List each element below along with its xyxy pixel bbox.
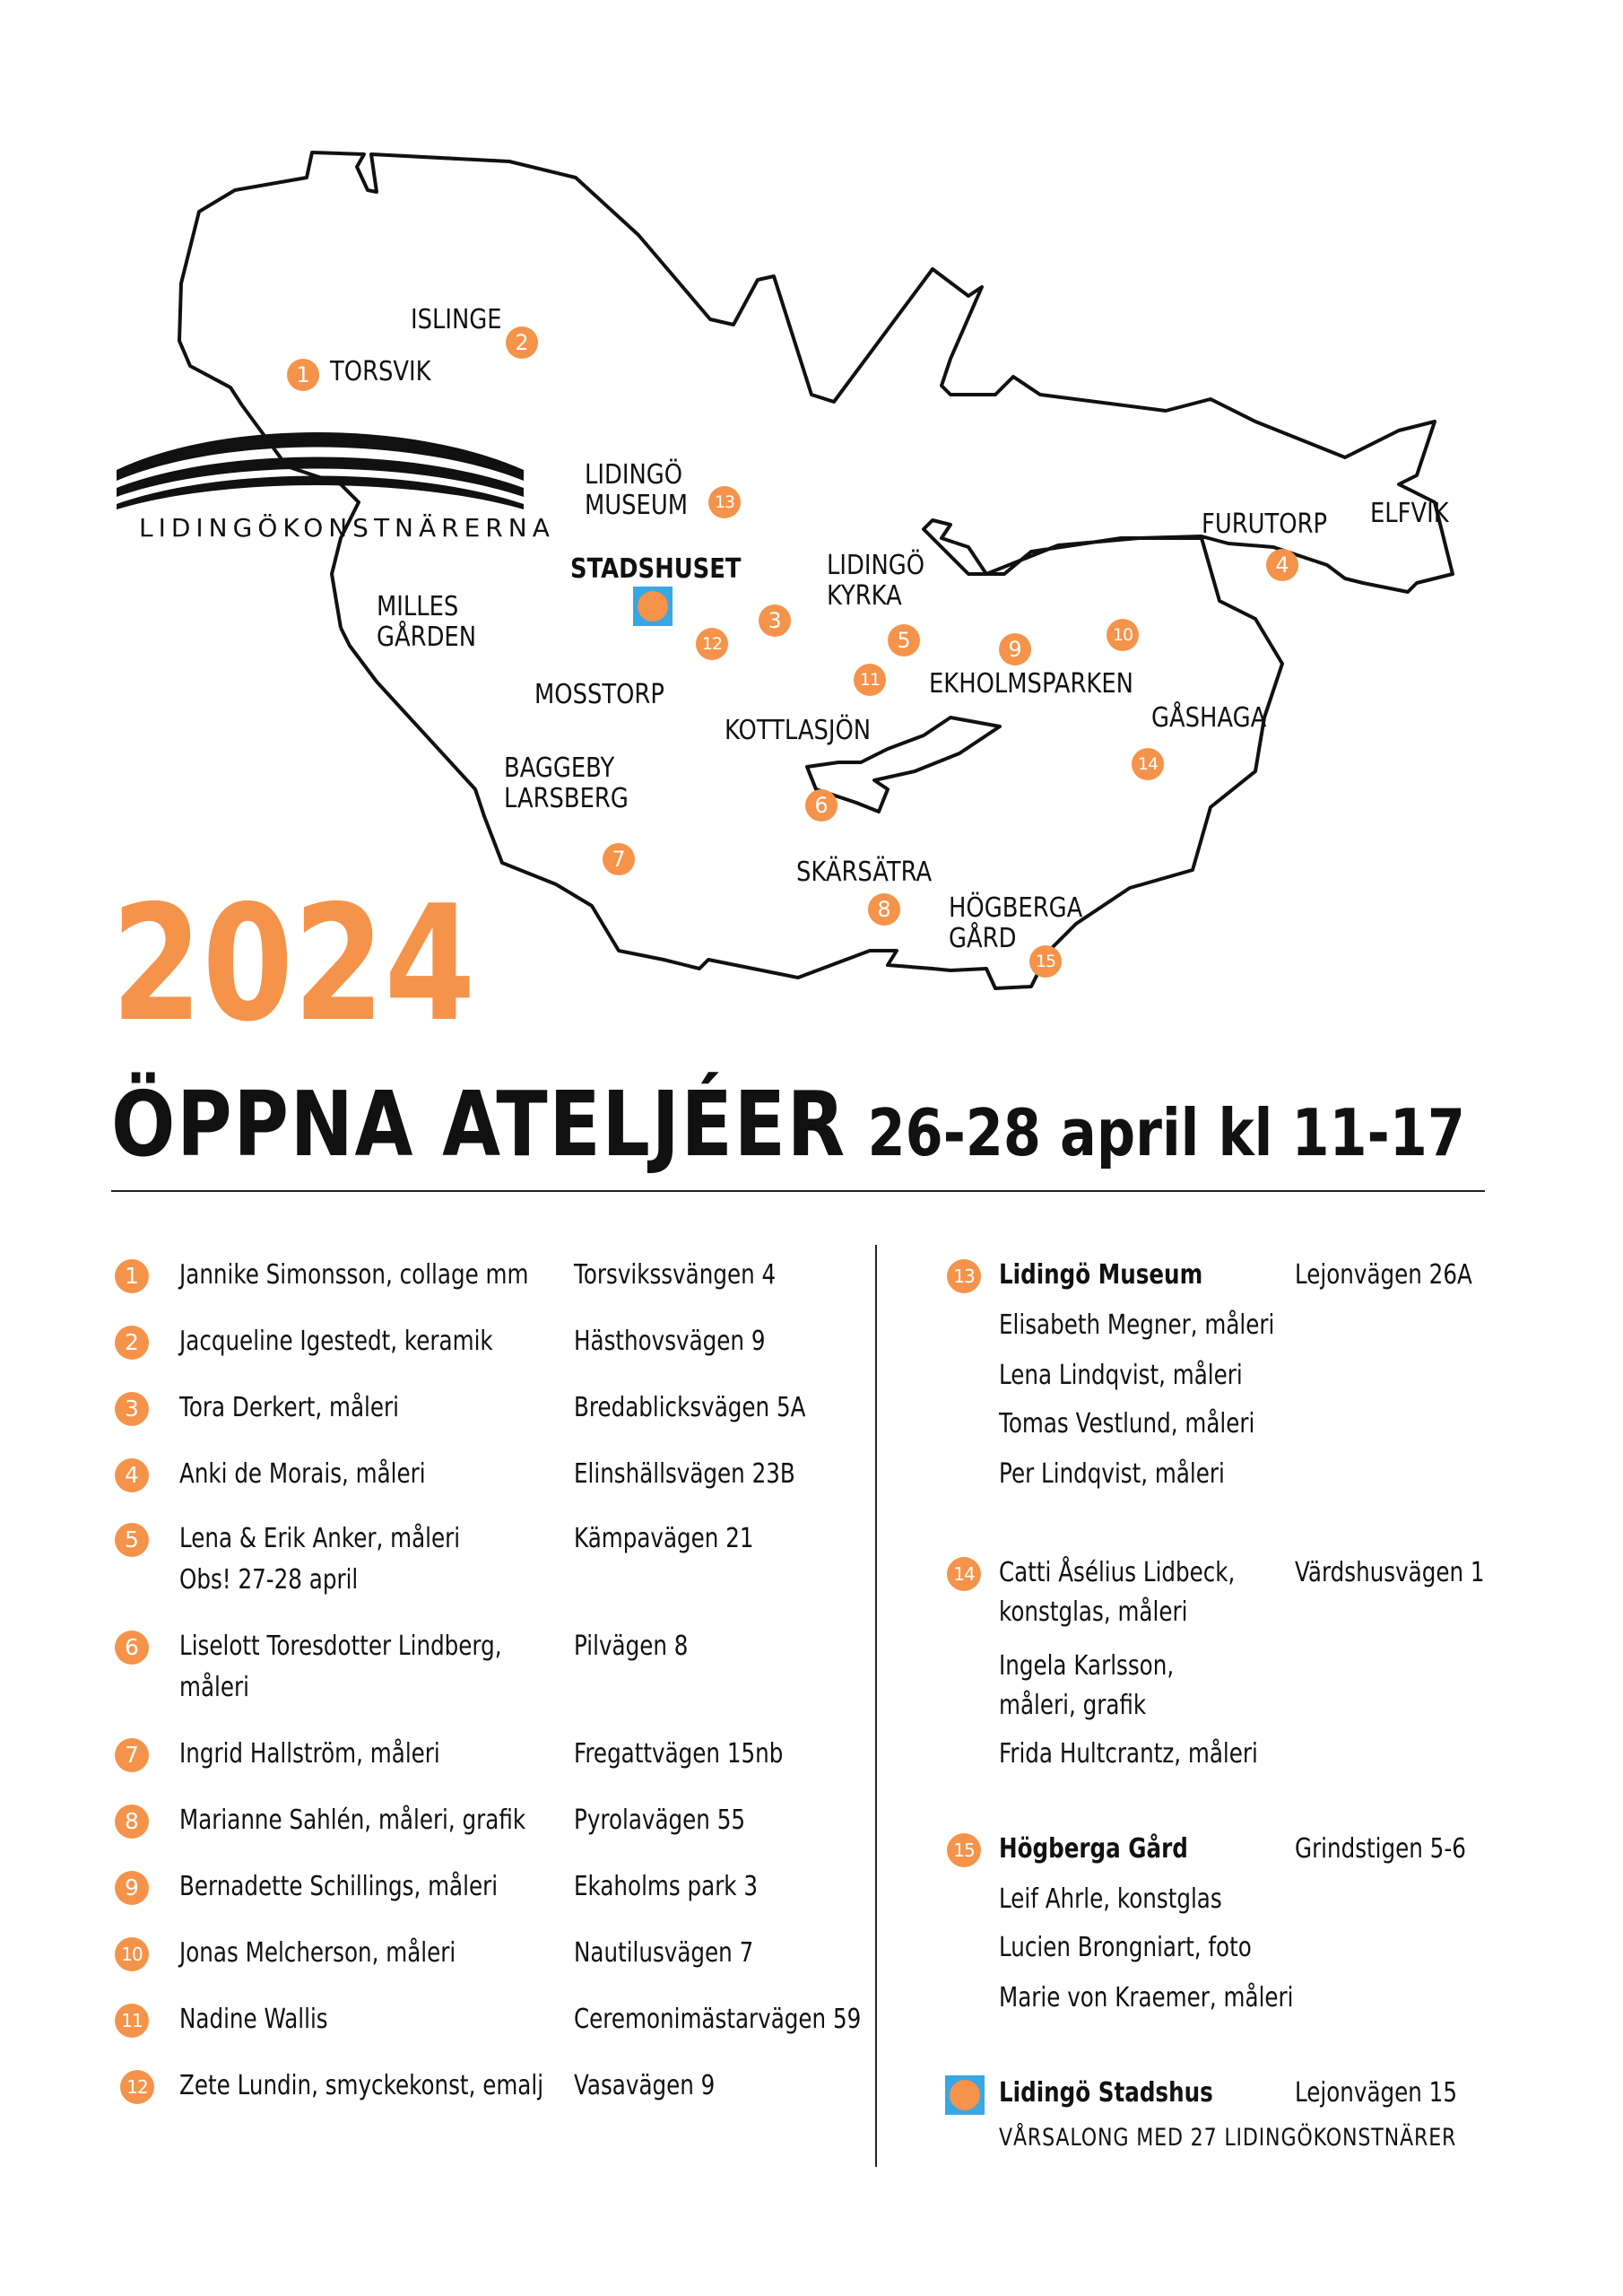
- map-marker-10[interactable]: 10: [1107, 619, 1139, 651]
- artist-address: Vasavägen 9: [574, 2070, 716, 2101]
- place-torsvik: TORSVIK: [330, 356, 431, 387]
- venue-address: Grindstigen 5-6: [1295, 1833, 1466, 1865]
- year: 2024: [111, 871, 476, 1057]
- place-baggeby-larsberg: BAGGEBY LARSBERG: [504, 752, 629, 814]
- artist-address: Elinshällsvägen 23B: [574, 1458, 795, 1490]
- place-islinge: ISLINGE: [411, 304, 502, 335]
- map-marker-2[interactable]: 2: [506, 326, 538, 359]
- place-skarsatra: SKÄRSÄTRA: [796, 857, 933, 888]
- place-kottlasjon: KOTTLASJÖN: [725, 715, 872, 746]
- list-marker-11: 11: [115, 2004, 149, 2038]
- map-marker-9[interactable]: 9: [999, 633, 1031, 665]
- artist-address: Torsvikssvängen 4: [574, 1259, 777, 1291]
- artist-name: Lucien Brongniart, foto: [999, 1932, 1252, 1963]
- stadshus-legend-marker: [945, 2075, 985, 2115]
- list-marker-4: 4: [115, 1458, 149, 1492]
- artist-name: Lena Lindqvist, måleri: [999, 1360, 1243, 1391]
- list-marker-1: 1: [115, 1259, 149, 1293]
- venue-address: Lejonvägen 15: [1295, 2077, 1457, 2109]
- artist-name: Liselott Toresdotter Lindberg,: [179, 1631, 502, 1662]
- list-marker-2: 2: [115, 1326, 149, 1360]
- artist-name: Leif Ahrle, konstglas: [999, 1883, 1222, 1915]
- venue-address: Lejonvägen 26A: [1295, 1259, 1472, 1291]
- artist-name: Jacqueline Igestedt, keramik: [179, 1326, 493, 1357]
- place-milles-garden: MILLES GÅRDEN: [377, 591, 477, 653]
- map-marker-15[interactable]: 15: [1029, 945, 1062, 978]
- artist-name: Ingrid Hallström, måleri: [179, 1738, 440, 1770]
- artist-address: Hästhovsvägen 9: [574, 1326, 766, 1357]
- place-hogberga-gard: HÖGBERGA GÅRD: [949, 892, 1083, 954]
- list-marker-7: 7: [115, 1738, 149, 1772]
- place-elfvik: ELFVIK: [1370, 498, 1449, 529]
- venue-title: Lidingö Stadshus: [999, 2077, 1213, 2109]
- list-marker-12: 12: [120, 2070, 154, 2104]
- artist-note: måleri, grafik: [999, 1690, 1147, 1721]
- artist-name: Zete Lundin, smyckekonst, emalj: [179, 2070, 544, 2101]
- headline-title: ÖPPNA ATELJÉER: [111, 1072, 847, 1177]
- artist-name: Elisabeth Megner, måleri: [999, 1309, 1275, 1341]
- place-gashaga: GÅSHAGA: [1151, 702, 1267, 734]
- list-marker-6: 6: [115, 1631, 149, 1665]
- artist-address: Ekaholms park 3: [574, 1871, 759, 1902]
- place-lidingo-museum: LIDINGÖ MUSEUM: [585, 459, 688, 521]
- venue-address: Värdshusvägen 1: [1295, 1557, 1485, 1588]
- venue-note: VÅRSALONG MED 27 LIDINGÖKONSTNÄRER: [999, 2124, 1457, 2152]
- artist-address: Ceremonimästarvägen 59: [574, 2004, 862, 2035]
- place-stadshuset: STADSHUSET: [570, 553, 742, 585]
- list-marker-15: 15: [947, 1833, 981, 1867]
- artist-address: Pilvägen 8: [574, 1631, 689, 1662]
- map-marker-1[interactable]: 1: [287, 359, 319, 391]
- map-marker-14[interactable]: 14: [1132, 748, 1164, 780]
- list-marker-9: 9: [115, 1871, 149, 1905]
- artist-name: Marie von Kraemer, måleri: [999, 1982, 1294, 2013]
- venue-title: Högberga Gård: [999, 1833, 1188, 1865]
- artist-address: Kämpavägen 21: [574, 1523, 754, 1554]
- map-marker-13[interactable]: 13: [708, 486, 741, 518]
- artist-name: Marianne Sahlén, måleri, grafik: [179, 1805, 526, 1836]
- artist-name: Jonas Melcherson, måleri: [179, 1937, 456, 1969]
- list-marker-10: 10: [115, 1937, 149, 1971]
- map-marker-6[interactable]: 6: [805, 789, 838, 822]
- map-marker-12[interactable]: 12: [696, 628, 728, 660]
- place-furutorp: FURUTORP: [1202, 509, 1328, 540]
- artist-name: Nadine Wallis: [179, 2004, 328, 2035]
- map-marker-11[interactable]: 11: [854, 664, 886, 696]
- headline: [111, 1072, 1465, 1177]
- artist-name: Per Lindqvist, måleri: [999, 1458, 1225, 1490]
- map-marker-7[interactable]: 7: [603, 843, 635, 875]
- list-marker-14: 14: [947, 1557, 981, 1591]
- artist-name: Tomas Vestlund, måleri: [999, 1408, 1255, 1439]
- artist-address: Fregattvägen 15nb: [574, 1738, 784, 1770]
- place-lidingo-kyrka: LIDINGÖ KYRKA: [827, 550, 925, 612]
- artist-name: Tora Derkert, måleri: [179, 1392, 399, 1423]
- list-marker-5: 5: [115, 1523, 149, 1557]
- artist-address: Pyrolavägen 55: [574, 1805, 746, 1836]
- artist-name: Frida Hultcrantz, måleri: [999, 1738, 1258, 1770]
- artist-note: Obs! 27-28 april: [179, 1564, 359, 1596]
- stadshuset-marker[interactable]: [633, 587, 673, 626]
- list-marker-3: 3: [115, 1392, 149, 1426]
- venue-title: Lidingö Museum: [999, 1259, 1203, 1291]
- list-marker-13: 13: [947, 1259, 981, 1293]
- list-marker-8: 8: [115, 1805, 149, 1839]
- artist-name: Bernadette Schillings, måleri: [179, 1871, 499, 1902]
- artist-name: Jannike Simonsson, collage mm: [179, 1259, 529, 1291]
- logo-arch: [115, 429, 527, 509]
- place-ekholmsparken: EKHOLMSPARKEN: [929, 668, 1133, 700]
- artist-note: konstglas, måleri: [999, 1596, 1188, 1628]
- artist-name: Catti Åsélius Lidbeck,: [999, 1557, 1236, 1588]
- headline-dates: 26-28 april kl 11-17: [867, 1095, 1465, 1170]
- map-marker-3[interactable]: 3: [759, 604, 791, 637]
- logo-text: LIDINGÖKONSTNÄRERNA: [139, 513, 555, 543]
- map-marker-8[interactable]: 8: [868, 893, 900, 926]
- artist-name: Ingela Karlsson,: [999, 1650, 1175, 1682]
- artist-note: måleri: [179, 1672, 249, 1703]
- artist-name: Lena & Erik Anker, måleri: [179, 1523, 461, 1554]
- column-divider: [875, 1245, 877, 2167]
- artist-address: Bredablicksvägen 5A: [574, 1392, 806, 1423]
- artist-name: Anki de Morais, måleri: [179, 1458, 426, 1490]
- map-marker-4[interactable]: 4: [1266, 549, 1298, 581]
- map-marker-5[interactable]: 5: [888, 624, 920, 657]
- divider: [111, 1190, 1485, 1192]
- place-mosstorp: MOSSTORP: [534, 679, 664, 710]
- artist-address: Nautilusvägen 7: [574, 1937, 754, 1969]
